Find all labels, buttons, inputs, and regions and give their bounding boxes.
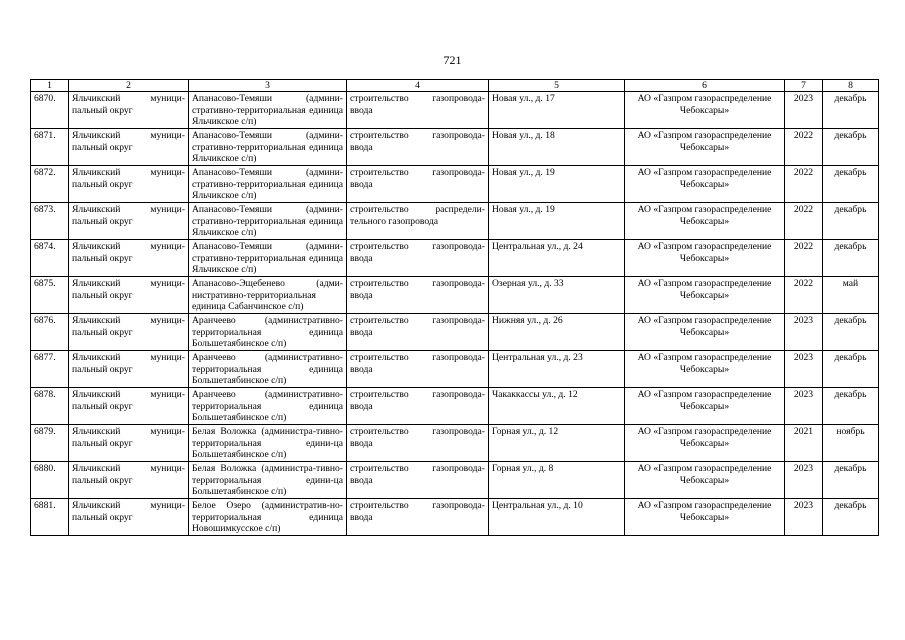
district-cell: Яльчикский муници-пальный округ: [69, 240, 189, 277]
organization-cell: АО «Газпром газораспределение Чебоксары»: [625, 499, 785, 536]
organization-cell: АО «Газпром газораспределение Чебоксары»: [625, 166, 785, 203]
month-cell: декабрь: [823, 314, 879, 351]
column-header: 6: [625, 80, 785, 92]
column-header: 3: [189, 80, 347, 92]
organization-cell: АО «Газпром газораспределение Чебоксары»: [625, 277, 785, 314]
table-row: [31, 92, 879, 129]
address-cell: Чакаккассы ул., д. 12: [489, 388, 625, 425]
work-type-cell: строительство газопровода-ввода: [347, 129, 489, 166]
row-number: 6876.: [31, 314, 69, 351]
month-cell: ноябрь: [823, 425, 879, 462]
table-body: [31, 92, 879, 536]
address-cell: Центральная ул., д. 23: [489, 351, 625, 388]
locality-cell: Аранчеево (административно-территориальная единица Большетаябинское с/п): [189, 314, 347, 351]
work-type-cell: строительство газопровода-ввода: [347, 499, 489, 536]
row-number: 6880.: [31, 462, 69, 499]
district-cell: Яльчикский муници-пальный округ: [69, 425, 189, 462]
address-cell: Новая ул., д. 18: [489, 129, 625, 166]
address-cell: Озерная ул., д. 33: [489, 277, 625, 314]
year-cell: 2023: [785, 92, 823, 129]
work-type-cell: строительство газопровода-ввода: [347, 92, 489, 129]
organization-cell: АО «Газпром газораспределение Чебоксары»: [625, 203, 785, 240]
year-cell: 2022: [785, 240, 823, 277]
row-number: 6870.: [31, 92, 69, 129]
district-cell: Яльчикский муници-пальный округ: [69, 92, 189, 129]
address-cell: Центральная ул., д. 10: [489, 499, 625, 536]
table-row: [31, 277, 879, 314]
year-cell: 2022: [785, 277, 823, 314]
organization-cell: АО «Газпром газораспределение Чебоксары»: [625, 129, 785, 166]
work-type-cell: строительство газопровода-ввода: [347, 277, 489, 314]
organization-cell: АО «Газпром газораспределение Чебоксары»: [625, 388, 785, 425]
row-number: 6873.: [31, 203, 69, 240]
month-cell: декабрь: [823, 129, 879, 166]
work-type-cell: строительство газопровода-ввода: [347, 314, 489, 351]
month-cell: декабрь: [823, 92, 879, 129]
address-cell: Нижняя ул., д. 26: [489, 314, 625, 351]
locality-cell: Белая Воложка (администра-тивно-территориальная едини-ца Большетаябинское с/п): [189, 425, 347, 462]
locality-cell: Аранчеево (административно-территориальная единица Большетаябинское с/п): [189, 351, 347, 388]
year-cell: 2023: [785, 499, 823, 536]
table-row: [31, 462, 879, 499]
table-row: [31, 425, 879, 462]
locality-cell: Апанасово-Темяши (админи-стративно-территориальная единица Яльчикское с/п): [189, 240, 347, 277]
address-cell: Новая ул., д. 19: [489, 166, 625, 203]
month-cell: декабрь: [823, 462, 879, 499]
row-number: 6877.: [31, 351, 69, 388]
table-row: [31, 240, 879, 277]
column-header: 7: [785, 80, 823, 92]
column-header: 4: [347, 80, 489, 92]
district-cell: Яльчикский муници-пальный округ: [69, 314, 189, 351]
table-row: [31, 166, 879, 203]
district-cell: Яльчикский муници-пальный округ: [69, 166, 189, 203]
year-cell: 2022: [785, 129, 823, 166]
address-cell: Новая ул., д. 19: [489, 203, 625, 240]
locality-cell: Апанасово-Темяши (админи-стративно-территориальная единица Яльчикское с/п): [189, 203, 347, 240]
work-type-cell: строительство распредели-тельного газопровода: [347, 203, 489, 240]
organization-cell: АО «Газпром газораспределение Чебоксары»: [625, 351, 785, 388]
table-row: [31, 203, 879, 240]
table-row: [31, 129, 879, 166]
district-cell: Яльчикский муници-пальный округ: [69, 203, 189, 240]
address-cell: Центральная ул., д. 24: [489, 240, 625, 277]
district-cell: Яльчикский муници-пальный округ: [69, 388, 189, 425]
organization-cell: АО «Газпром газораспределение Чебоксары»: [625, 425, 785, 462]
year-cell: 2022: [785, 203, 823, 240]
district-cell: Яльчикский муници-пальный округ: [69, 462, 189, 499]
month-cell: декабрь: [823, 499, 879, 536]
table-row: [31, 499, 879, 536]
organization-cell: АО «Газпром газораспределение Чебоксары»: [625, 92, 785, 129]
table-row: [31, 388, 879, 425]
column-header: 5: [489, 80, 625, 92]
district-cell: Яльчикский муници-пальный округ: [69, 499, 189, 536]
year-cell: 2023: [785, 388, 823, 425]
gasification-register-table: [30, 79, 879, 536]
row-number: 6879.: [31, 425, 69, 462]
locality-cell: Апанасово-Темяши (админи-стративно-территориальная единица Яльчикское с/п): [189, 92, 347, 129]
row-number: 6871.: [31, 129, 69, 166]
locality-cell: Апанасово-Темяши (админи-стративно-территориальная единица Яльчикское с/п): [189, 166, 347, 203]
column-number-header-row: [31, 80, 879, 92]
organization-cell: АО «Газпром газораспределение Чебоксары»: [625, 240, 785, 277]
year-cell: 2023: [785, 351, 823, 388]
month-cell: май: [823, 277, 879, 314]
work-type-cell: строительство газопровода-ввода: [347, 388, 489, 425]
row-number: 6878.: [31, 388, 69, 425]
work-type-cell: строительство газопровода-ввода: [347, 351, 489, 388]
table-row: [31, 351, 879, 388]
year-cell: 2022: [785, 166, 823, 203]
locality-cell: Белое Озеро (административ-но-территориальная единица Новошимкусское с/п): [189, 499, 347, 536]
year-cell: 2023: [785, 462, 823, 499]
row-number: 6872.: [31, 166, 69, 203]
work-type-cell: строительство газопровода-ввода: [347, 166, 489, 203]
row-number: 6881.: [31, 499, 69, 536]
district-cell: Яльчикский муници-пальный округ: [69, 351, 189, 388]
year-cell: 2021: [785, 425, 823, 462]
month-cell: декабрь: [823, 203, 879, 240]
year-cell: 2023: [785, 314, 823, 351]
column-header: 2: [69, 80, 189, 92]
row-number: 6875.: [31, 277, 69, 314]
work-type-cell: строительство газопровода-ввода: [347, 462, 489, 499]
organization-cell: АО «Газпром газораспределение Чебоксары»: [625, 314, 785, 351]
work-type-cell: строительство газопровода-ввода: [347, 425, 489, 462]
month-cell: декабрь: [823, 388, 879, 425]
district-cell: Яльчикский муници-пальный округ: [69, 129, 189, 166]
month-cell: декабрь: [823, 351, 879, 388]
month-cell: декабрь: [823, 166, 879, 203]
locality-cell: Апанасово-Темяши (админи-стративно-территориальная единица Яльчикское с/п): [189, 129, 347, 166]
table-row: [31, 314, 879, 351]
organization-cell: АО «Газпром газораспределение Чебоксары»: [625, 462, 785, 499]
address-cell: Горная ул., д. 8: [489, 462, 625, 499]
row-number: 6874.: [31, 240, 69, 277]
page-number: 721: [443, 53, 462, 67]
month-cell: декабрь: [823, 240, 879, 277]
address-cell: Горная ул., д. 12: [489, 425, 625, 462]
work-type-cell: строительство газопровода-ввода: [347, 240, 489, 277]
locality-cell: Апанасово-Эщебенево (адми-нистративно-территориальная единица Сабанчинское с/п): [189, 277, 347, 314]
locality-cell: Аранчеево (административно-территориальная единица Большетаябинское с/п): [189, 388, 347, 425]
column-header: 1: [31, 80, 69, 92]
address-cell: Новая ул., д. 17: [489, 92, 625, 129]
locality-cell: Белая Воложка (администра-тивно-территориальная едини-ца Большетаябинское с/п): [189, 462, 347, 499]
column-header: 8: [823, 80, 879, 92]
district-cell: Яльчикский муници-пальный округ: [69, 277, 189, 314]
